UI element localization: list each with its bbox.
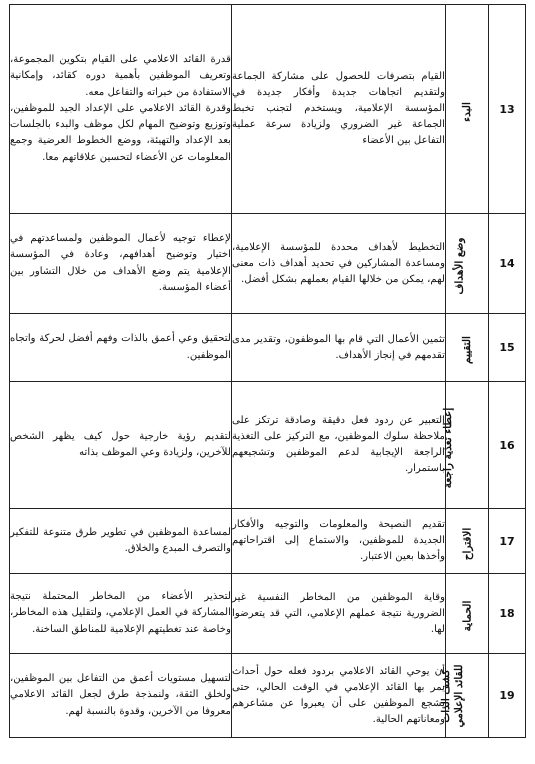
goal-paragraph: لتحقيق وعي أعمق بالذات وفهم أفضل لحركة واتجاه الموظفين. [10,333,231,361]
table-row [10,574,526,654]
table-body [10,5,526,738]
goal-paragraph: لإعطاء توجيه لأعمال الموظفين ولمساعدتهم في اختيار وتوضيح أهدافهم، وعادة في المؤسسة الإعلامية يتم وضع الأهداف من خلال التشاور بين أعضاء المؤسسة. [10,233,231,293]
table-row [10,654,526,738]
stage-cell [441,382,489,509]
description-cell: وقاية الموظفين من المخاطر النفسية غير الضرورية نتيجة عملهم الإعلامي، التي قد يتعرضوا لها. [232,574,446,654]
stage-cell [446,5,489,214]
row-number: 16 [489,382,526,509]
stage-label: التقييم [460,336,473,364]
goal-cell [10,382,232,509]
goal-cell [10,509,232,574]
row-number: 19 [489,654,526,738]
table-row [10,314,526,382]
stage-label: وضع الأهداف [453,237,466,295]
description-cell: التعبير عن ردود فعل دقيقة وصادقة ترتكز على ملاحظة سلوك الموظفين، مع التركيز على التغذية الراجعة الإيجابية لدعم الموظفين وتشجيعهم باستمرار. [232,382,446,509]
goal-cell [10,5,232,214]
stage-cell [446,509,489,574]
goal-cell [10,654,232,738]
goal-paragraph: قدرة القائد الاعلامي على القيام بتكوين المجموعة، وتعريف الموظفين بأهمية دوره كقائد، وإمكانية الاستفادة من خبراته والتفاعل معه. [10,54,231,98]
row-number: 13 [489,5,526,214]
stage-label: إعطاء تغذية راجعة [441,407,454,488]
row-number: 15 [489,314,526,382]
goal-cell [10,574,232,654]
goal-cell [10,214,232,314]
stage-cell [446,574,489,654]
row-number: 14 [489,214,526,314]
table-row [10,214,526,314]
stage-label: البدء [460,101,473,122]
row-number: 17 [489,509,526,574]
goal-cell [10,314,232,382]
leadership-functions-table [9,4,526,738]
description-cell: القيام بتصرفات للحصول على مشاركة الجماعة ولتقديم اتجاهات جديدة وأفكار جديدة في المؤسسة الإعلامية، ويستخدم لتجنب تخبط الجماعة غير الضروري ولزيادة سرعة عملية التفاعل بين الأعضاء [232,5,446,214]
goal-paragraph: لتقديم رؤية خارجية حول كيف يظهر الشخص للآخرين، ولزيادة وعي الموظف بذاته [10,430,231,458]
goal-paragraph: لتحذير الأعضاء من المخاطر المحتملة نتيجة المشاركة في العمل الإعلامي، ولتقليل هذه المخاطر، وخاصة عند تغطيتهم الإعلامية للمناطق الساخنة. [10,591,231,635]
description-cell: تقديم النصيحة والمعلومات والتوجيه والأفكار الجديدة للموظفين، والاستماع إلى اقتراحاتهم وأخذها بعين الاعتبار. [232,509,446,574]
stage-cell [446,214,489,314]
description-cell: تثمين الأعمال التي قام بها الموظفون، وتقدير مدى تقدمهم في إنجاز الأهداف. [232,314,446,382]
goal-paragraph: وقدرة القائد الاعلامي على الإعداد الجيد للموظفين، وتوزيع وتوضيح المهام لكل موظف والبدء بالجلسات بعد الإعداد والتهيئة، ووضع الخطوط العرضية وجمع المعلومات عن الأعضاء لتحسين علاقاتهم معا. [10,102,231,163]
description-cell: التخطيط لأهداف محددة للمؤسسة الإعلامية، ومساعدة المشاركين في تحديد أهداف ذات معنى لهم، يمكن من خلالها القيام بعملهم بشكل أفضل. [232,214,446,314]
goal-paragraph: لمساعدة الموظفين في تطوير طرق متنوعة للتفكير والتصرف المبدع والخلاق. [10,526,231,554]
stage-label: الحماية [461,600,473,632]
stage-cell [446,314,489,382]
description-cell: أن يوحي القائد الاعلامي بردود فعله حول أحداث يمر بها القائد الإعلامي في الوقت الحالي، حتى يشجع الموظفين على أن يعبروا عن مشاعرهم ومعاناتهم الحالية. [232,654,446,738]
stage-label: كشف الذات للقائد الإعلامي [440,663,465,728]
row-number: 18 [489,574,526,654]
stage-label: الاقتراح [461,527,473,560]
table-row [10,382,526,509]
stage-cell [440,654,489,738]
table-row [10,509,526,574]
table-row [10,5,526,214]
goal-paragraph: لتسهيل مستويات أعمق من التفاعل بين الموظفين، ولخلق الثقة، ولنمذجة طرق لجعل القائد الاعلامي معروفا من الآخرين، وقدوة بالنسبة لهم. [10,673,231,717]
